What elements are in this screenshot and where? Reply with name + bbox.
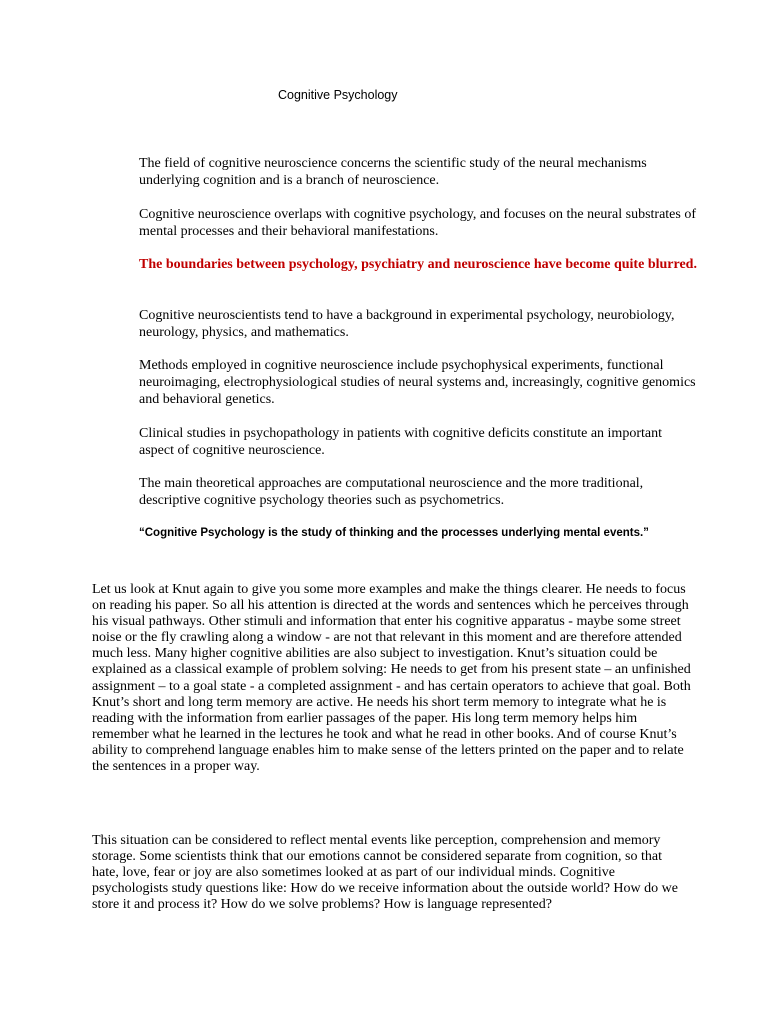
quote: “Cognitive Psychology is the study of thinking and the processes underlying mental events.” bbox=[139, 527, 649, 539]
paragraph-background: Cognitive neuroscientists tend to have a background in experimental psychology, neurobiology, neurology, physics, and mathematics. bbox=[139, 308, 675, 340]
paragraph-methods: Methods employed in cognitive neuroscience include psychophysical experiments, functional neuroimaging, electrophysiological studies of neural systems and, increasingly, cognitive genomics and behavioral genetics. bbox=[139, 358, 696, 407]
paragraph-overlap: Cognitive neuroscience overlaps with cognitive psychology, and focuses on the neural substrates of mental processes and their behavioral manifestations. bbox=[139, 207, 697, 239]
body-paragraph-knut: Let us look at Knut again to give you some more examples and make the things clearer. He needs to focus on reading his paper. So all his attention is directed at the words and sentences which he perceives through his visual pathways. Other stimuli and information that enter his cognitive apparatus - maybe some street noise or the fly crawling along a window - are not that relevant in this moment and are therefore attended much less. Many higher cognitive abilities are also subject to investigation. Knut’s situation could be explained as a classical example of problem solving: He needs to get from his present state – an unfinished assignment – to a goal state - a completed assignment - and has certain operators to achieve that goal. Both Knut’s short and long term memory are active. He needs his short term memory to integrate what he is reading with the information from earlier passages of the paper. His long term memory helps him remember what he learned in the lectures he took and what he read in other books. And of course Knut’s ability to comprehend language enables him to make sense of the letters printed on the paper and to relate the sentences in a proper way. bbox=[92, 582, 691, 775]
body-paragraph-mental-events: This situation can be considered to reflect mental events like perception, comprehension and memory storage. Some scientists think that our emotions cannot be considered separate from cognition, so that hate, love, fear or joy are also sometimes looked at as part of our individual minds. Cognitive psychologists study questions like: How do we receive information about the outside world? How do we store it and process it? How do we solve problems? How is language represented? bbox=[92, 833, 678, 913]
paragraph-clinical: Clinical studies in psychopathology in patients with cognitive deficits constitute an important aspect of cognitive neuroscience. bbox=[139, 426, 662, 458]
paragraph-highlight: The boundaries between psychology, psychiatry and neuroscience have become quite blurred. bbox=[139, 257, 697, 272]
paragraph-definition: The field of cognitive neuroscience concerns the scientific study of the neural mechanisms underlying cognition and is a branch of neuroscience. bbox=[139, 156, 647, 188]
paragraph-approaches: The main theoretical approaches are computational neuroscience and the more traditional, descriptive cognitive psychology theories such as psychometrics. bbox=[139, 476, 644, 508]
page-title: Cognitive Psychology bbox=[278, 88, 398, 102]
